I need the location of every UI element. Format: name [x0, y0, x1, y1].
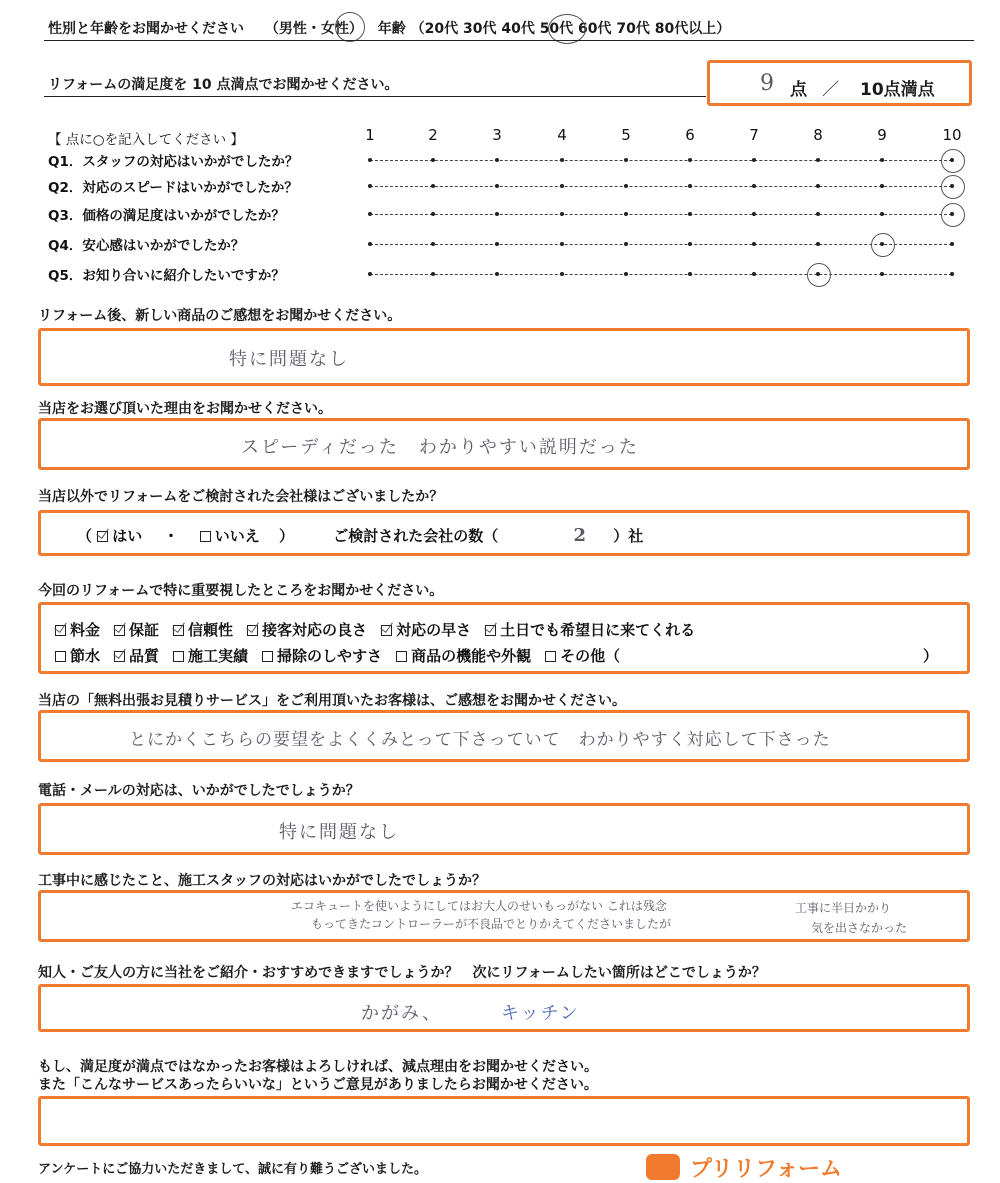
- rating-point[interactable]: [752, 212, 756, 216]
- priority-option[interactable]: [114, 647, 159, 665]
- referral-answer-a: かがみ、: [361, 1003, 443, 1024]
- priority-option-label: 品質: [129, 647, 160, 665]
- estimate-answer: とにかくこちらの要望をよくくみとって下さっていて わかりやすく対応して下さった: [129, 730, 831, 750]
- company-count-suffix: ）社: [613, 527, 644, 545]
- priority-checkbox[interactable]: [545, 651, 556, 662]
- female-circle-mark: [335, 12, 365, 42]
- construction-prompt: 工事中に感じたこと、施工スタッフの対応はいかがでしたでしょうか？: [38, 873, 486, 889]
- product-answer: 特に問題なし: [229, 349, 349, 370]
- priority-option-label: 施工実績: [188, 647, 249, 665]
- rating-point[interactable]: [816, 242, 820, 246]
- rating-scale-line: [370, 186, 952, 187]
- rating-point[interactable]: [624, 272, 628, 276]
- reason-prompt: 当店をお選び頂いた理由をお聞かせください。: [38, 401, 332, 417]
- estimate-prompt: 当店の「無料出張お見積りサービス」をご利用頂いたお客様は、ご感想をお聞かせください。: [38, 693, 626, 709]
- priority-checkbox[interactable]: [55, 651, 66, 662]
- scale-number: 8: [813, 126, 823, 144]
- open-paren: （: [77, 527, 93, 545]
- rating-point[interactable]: [752, 272, 756, 276]
- priority-checkbox[interactable]: [114, 625, 125, 636]
- rating-point[interactable]: [688, 184, 692, 188]
- rating-point[interactable]: [624, 158, 628, 162]
- feedback-answer-box[interactable]: [38, 1096, 970, 1146]
- priority-option[interactable]: [55, 621, 100, 639]
- scale-number: 4: [557, 126, 567, 144]
- satisfaction-prompt: リフォームの満足度を 10 点満点でお聞かせください。: [48, 77, 399, 93]
- selected-rating-circle: [941, 149, 965, 173]
- yes-label: はい: [112, 527, 143, 545]
- rating-point[interactable]: [560, 212, 564, 216]
- scale-number: 3: [492, 126, 502, 144]
- contact-answer: 特に問題なし: [279, 822, 399, 843]
- priority-checkbox[interactable]: [396, 651, 407, 662]
- logo-text: プリリフォーム: [690, 1157, 843, 1182]
- priority-option-label: 掃除のしやすさ: [277, 647, 383, 665]
- priority-row-1: [55, 619, 709, 640]
- priority-option[interactable]: [114, 621, 159, 639]
- question-label: Q3．価格の満足度はいかがでしたか？: [48, 208, 285, 224]
- rating-point[interactable]: [495, 158, 499, 162]
- referral-answer-b: キッチン: [501, 1003, 580, 1024]
- rating-point[interactable]: [431, 158, 435, 162]
- gender-options: （男性・女性）: [264, 21, 363, 37]
- company-count-label: ご検討された会社の数（: [333, 527, 499, 545]
- priority-checkbox[interactable]: [247, 625, 258, 636]
- construction-answer-line-1: エコキュートを使いようにしてはお大人のせいもっがない これは残念: [291, 899, 667, 913]
- score-separator: ／: [822, 80, 839, 100]
- construction-answer-side-2: 気を出さなかった: [811, 921, 908, 935]
- feedback-prompt-line-2: また「こんなサービスあったらいいな」というご意見がありましたらお聞かせください。: [38, 1077, 598, 1093]
- question-label: Q2．対応のスピードはいかがでしたか？: [48, 180, 298, 196]
- score-unit: 点: [790, 80, 807, 100]
- rating-point[interactable]: [431, 212, 435, 216]
- score-value: 9: [760, 71, 776, 96]
- rating-point[interactable]: [560, 158, 564, 162]
- rating-point[interactable]: [624, 242, 628, 246]
- rating-point[interactable]: [752, 158, 756, 162]
- priority-option[interactable]: [262, 647, 382, 665]
- feedback-prompt-line-1: もし、満足度が満点ではなかったお客様はよろしければ、減点理由をお聞かせください。: [38, 1059, 598, 1075]
- question-label: Q5．お知り合いに紹介したいですか？: [48, 268, 285, 284]
- priority-checkbox[interactable]: [262, 651, 273, 662]
- rating-point[interactable]: [816, 184, 820, 188]
- product-answer-box[interactable]: [38, 328, 970, 386]
- priority-option-label: 接客対応の良さ: [262, 621, 368, 639]
- rating-point[interactable]: [495, 242, 499, 246]
- construction-answer-line-2: もってきたコントローラーが不良品でとりかえてくださいましたが: [311, 917, 672, 931]
- rating-point[interactable]: [816, 158, 820, 162]
- rating-scale-line: [370, 214, 952, 215]
- rating-point[interactable]: [950, 272, 954, 276]
- priority-option-label: 信頼性: [188, 621, 234, 639]
- priority-option-label: 節水: [70, 647, 101, 665]
- yes-checkbox[interactable]: [97, 531, 108, 542]
- no-checkbox[interactable]: [200, 531, 211, 542]
- other-company-prompt: 当店以外でリフォームをご検討された会社様はございましたか？: [38, 489, 444, 505]
- scale-number: 7: [749, 126, 759, 144]
- rating-point[interactable]: [368, 212, 372, 216]
- selected-rating-circle: [941, 175, 965, 199]
- priority-checkbox[interactable]: [114, 651, 125, 662]
- rating-point[interactable]: [624, 184, 628, 188]
- rating-point[interactable]: [368, 184, 372, 188]
- rating-point[interactable]: [495, 272, 499, 276]
- priority-option[interactable]: [545, 647, 620, 665]
- scale-number: 6: [685, 126, 695, 144]
- rating-scale-line: [370, 244, 952, 245]
- rating-point[interactable]: [560, 272, 564, 276]
- rating-point[interactable]: [431, 184, 435, 188]
- score-box: [707, 60, 972, 106]
- priority-option[interactable]: [381, 621, 471, 639]
- scale-number: 10: [942, 126, 962, 144]
- rating-point[interactable]: [688, 272, 692, 276]
- close-paren: ）: [279, 527, 295, 545]
- scale-number: 2: [428, 126, 438, 144]
- construction-answer-side-1: 工事に半日かかり: [795, 901, 892, 915]
- construction-answer-box[interactable]: [38, 890, 970, 942]
- other-company-answer-row: [77, 525, 643, 546]
- age-label: 年齢: [377, 21, 406, 37]
- rating-point[interactable]: [688, 158, 692, 162]
- priority-option-label: 料金: [70, 621, 101, 639]
- priority-option-label: 保証: [129, 621, 160, 639]
- priority-box: [38, 602, 970, 674]
- product-prompt: リフォーム後、新しい商品のご感想をお聞かせください。: [38, 308, 402, 324]
- rating-point[interactable]: [624, 212, 628, 216]
- question-label: Q1．スタッフの対応はいかがでしたか？: [48, 154, 299, 170]
- priority-checkbox[interactable]: [381, 625, 392, 636]
- estimate-answer-box[interactable]: [38, 710, 970, 762]
- rating-scale-line: [370, 274, 952, 275]
- rating-point[interactable]: [752, 242, 756, 246]
- priority-option[interactable]: [396, 647, 531, 665]
- rating-point[interactable]: [495, 212, 499, 216]
- reason-answer: スピーディだった わかりやすい説明だった: [241, 437, 639, 458]
- rating-scale-line: [370, 160, 952, 161]
- contact-answer-box[interactable]: [38, 803, 970, 855]
- reason-answer-box[interactable]: [38, 418, 970, 470]
- priority-checkbox[interactable]: [173, 651, 184, 662]
- rating-point[interactable]: [688, 242, 692, 246]
- priority-option[interactable]: [247, 621, 367, 639]
- scale-number: 1: [365, 126, 375, 144]
- contact-prompt: 電話・メールの対応は、いかがでしたでしょうか？: [38, 783, 360, 799]
- rating-point[interactable]: [431, 272, 435, 276]
- priority-checkbox[interactable]: [55, 625, 66, 636]
- rating-point[interactable]: [688, 212, 692, 216]
- priority-option[interactable]: [55, 647, 100, 665]
- header-rule: [44, 40, 974, 41]
- no-label: いいえ: [214, 527, 260, 545]
- rating-point[interactable]: [368, 272, 372, 276]
- logo-icon: [646, 1154, 680, 1180]
- priority-option-label: 商品の機能や外観: [411, 647, 532, 665]
- selected-rating-circle: [807, 263, 831, 287]
- rating-point[interactable]: [431, 242, 435, 246]
- selected-rating-circle: [871, 233, 895, 257]
- priority-option-label: その他（: [560, 647, 621, 665]
- other-company-box: [38, 510, 970, 556]
- rating-point[interactable]: [880, 158, 884, 162]
- rating-point[interactable]: [950, 242, 954, 246]
- option-dot: ・: [163, 527, 179, 545]
- rating-point[interactable]: [816, 212, 820, 216]
- priority-other-close: ）: [923, 647, 939, 665]
- priority-option[interactable]: [173, 621, 233, 639]
- priority-checkbox[interactable]: [485, 625, 496, 636]
- satisfaction-rule: [44, 96, 706, 97]
- referral-prompt: 知人・ご友人の方に当社をご紹介・おすすめできますでしょうか？ 次にリフォームしたい箇所はどこでしょうか？: [38, 965, 766, 981]
- rating-point[interactable]: [368, 242, 372, 246]
- scale-number: 9: [877, 126, 887, 144]
- rating-point[interactable]: [560, 184, 564, 188]
- company-count: 2: [573, 525, 589, 546]
- question-label: Q4．安心感はいかがでしたか？: [48, 238, 245, 254]
- priority-prompt: 今回のリフォームで特に重要視したところをお聞かせください。: [38, 583, 444, 599]
- rating-point[interactable]: [880, 184, 884, 188]
- rating-point[interactable]: [368, 158, 372, 162]
- rating-point[interactable]: [752, 184, 756, 188]
- priority-checkbox[interactable]: [173, 625, 184, 636]
- priority-option[interactable]: [173, 647, 248, 665]
- rating-point[interactable]: [495, 184, 499, 188]
- footer-thanks: アンケートにご協力いただきまして、誠に有り難うございました。: [38, 1162, 427, 1177]
- priority-row-2: [55, 645, 634, 666]
- gender-age-row: [48, 18, 730, 38]
- score-max-label: 10点満点: [860, 80, 935, 100]
- rating-point[interactable]: [880, 212, 884, 216]
- age-options: （20代 30代 40代 50代 60代 70代 80代以上）: [410, 21, 731, 37]
- rating-instruction: 【 点に○を記入してください 】: [48, 132, 244, 148]
- gender-age-prompt: 性別と年齢をお聞かせください: [48, 21, 244, 37]
- scale-number: 5: [621, 126, 631, 144]
- rating-point[interactable]: [560, 242, 564, 246]
- referral-answer-box[interactable]: [38, 984, 970, 1032]
- rating-point[interactable]: [880, 272, 884, 276]
- priority-option-label: 土日でも希望日に来てくれる: [500, 621, 696, 639]
- priority-option[interactable]: [485, 621, 695, 639]
- selected-rating-circle: [941, 203, 965, 227]
- priority-option-label: 対応の早さ: [396, 621, 472, 639]
